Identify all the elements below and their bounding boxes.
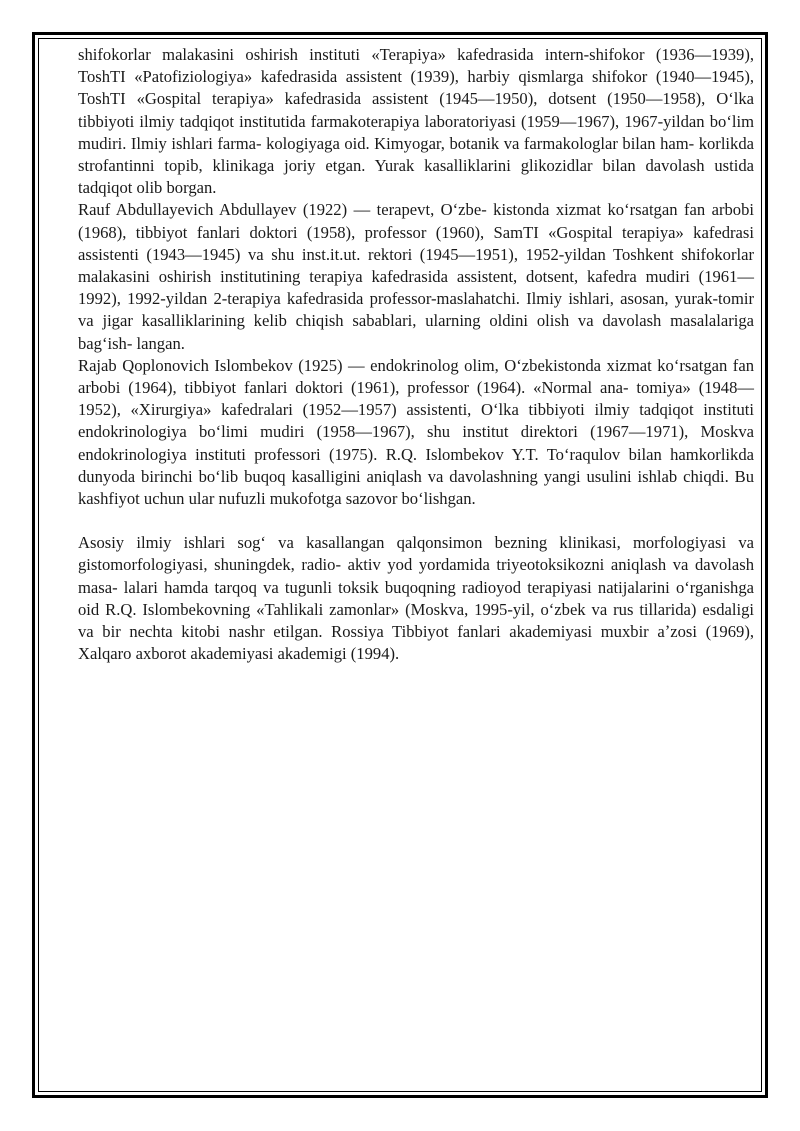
paragraph-abdullayev: Rauf Abdullayevich Abdullayev (1922) — terapevt, Oʻzbe- kistonda xizmat koʻrsatgan fan arbobi (1968), tibbiyot fanlari doktori (1958), professor (1960), SamTI «Gospital terapiya» kafedrasi assistenti (1943—1945) va shu inst.it.ut. rektori (1945—1951), 1952-yildan Toshkent shifokorlar malakasini oshirish institutining terapiya kafedrasida assistent, dotsent, kafedra mudiri (1961—1992), 1992-yildan 2-terapiya kafedrasida professor-maslahatchi. Ilmiy ishlari, asosan, yurak-tomir va jigar kasalliklarining kelib chiqish sabablari, ularning oldini olish va davolash masalalariga bagʻish- langan.: [78, 200, 754, 353]
paragraph-intro: shifokorlar malakasini oshirish instituti «Terapiya» kafedrasida intern-shifokor (1936—1939), ToshTI «Patofiziologiya» kafedrasida assistent (1939), harbiy qismlarga shifokor (1940—1945), ToshTI «Gospital terapiya» kafedrasida assistent (1945—1950), dotsent (1950—1958), Oʻlka tibbiyoti ilmiy tadqiqot institutida farmakoterapiya laboratoriyasi (1959—1967), 1967-yildan boʻlim mudiri. Ilmiy ishlari farma- kologiyaga oid. Kimyogar, botanik va farmakologlar bilan ham- korlikda strofantinni topib, klinikaga joriy etgan. Yurak kasalliklarini glikozidlar bilan davolash ustida tadqiqot olib borgan.: [78, 45, 754, 198]
paragraph-islombekov: Rajab Qoplonovich Islombekov (1925) — endokrinolog olim, Oʻzbekistonda xizmat koʻrsatgan fan arbobi (1964), tibbiyot fanlari doktori (1961), professor (1964). «Normal ana- tomiya» (1948—1952), «Xirurgiya» kafedralari (1952—1957) assistenti, Oʻlka tibbiyoti ilmiy tadqiqot instituti endokrinologiya boʻlimi mudiri (1958—1967), shu institut direktori (1967—1971), Moskva endokrinologiya instituti professori (1975). R.Q. Islombekov Y.T. Toʻraqulov bilan hamkorlikda dunyoda birinchi boʻlib buqoq kasalligini aniqlash va davolashning yangi usulini ishlab chiqdi. Bu kashfiyot uchun ular nufuzli mukofotga sazovor boʻlishgan.: [78, 355, 754, 509]
document-body: [78, 44, 754, 665]
paragraph-research: Asosiy ilmiy ishlari sogʻ va kasallangan qalqonsimon bezning klinikasi, morfologiyasi va gistomorfologiyasi, shuningdek, radio- aktiv yod yordamida triyeotoksikozni aniqlash va davolash masa- lalari hamda tarqoq va tugunli toksik buqoqning radioyod terapiyasi natijalarini oʻrganishga oid R.Q. Islombekovning «Tahlikali zamonlar» (Moskva, 1995-yil, oʻzbek va rus tillarida) esdaligi va bir nechta kitobi nashr etilgan. Rossiya Tibbiyot fanlari akademiyasi muxbir aʼzosi (1969), Xalqaro axborot akademiyasi akademigi (1994).: [78, 533, 754, 664]
